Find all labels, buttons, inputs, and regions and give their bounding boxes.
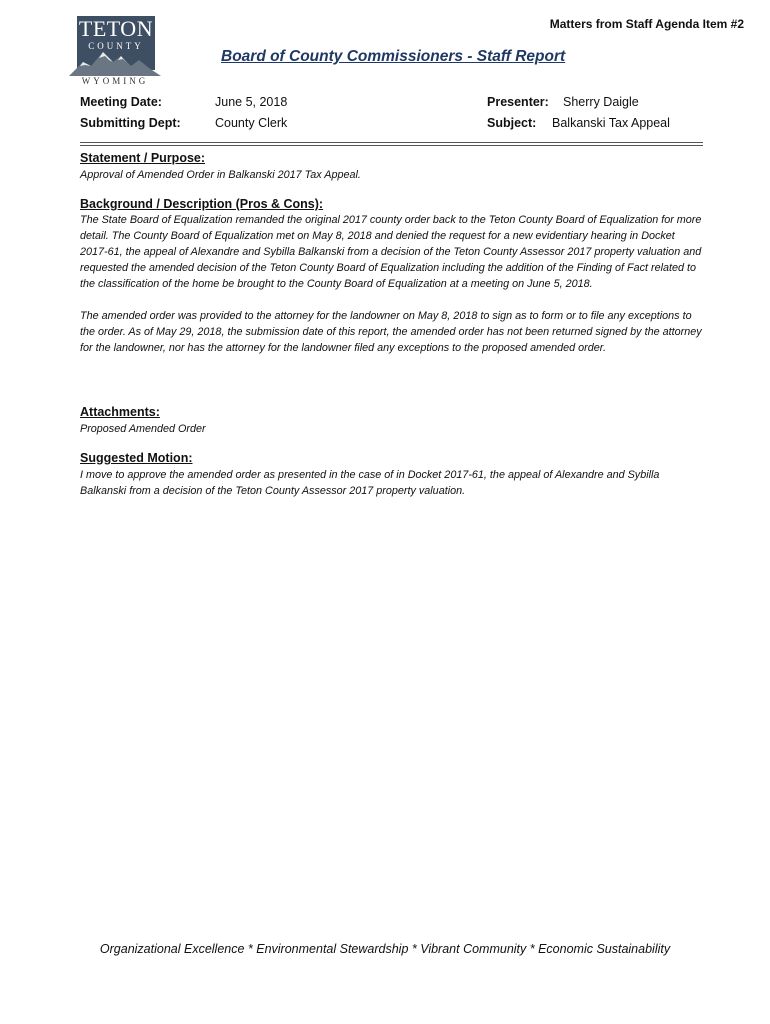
header-divider-bottom — [80, 145, 703, 146]
report-title: Board of County Commissioners - Staff Report — [221, 48, 566, 65]
meeting-date-value: June 5, 2018 — [215, 95, 288, 109]
subject-label: Subject: — [487, 116, 537, 130]
submitting-dept-value: County Clerk — [215, 116, 288, 130]
logo-text-teton: TETON — [78, 16, 154, 41]
submitting-dept-label: Submitting Dept: — [80, 116, 181, 130]
attachments-heading: Attachments: — [80, 405, 160, 419]
teton-county-logo — [69, 16, 161, 88]
background-heading: Background / Description (Pros & Cons): — [80, 197, 324, 211]
motion-heading: Suggested Motion: — [80, 451, 193, 465]
presenter-label: Presenter: — [487, 95, 549, 109]
subject-value: Balkanski Tax Appeal — [552, 116, 670, 130]
footer-tagline: Organizational Excellence * Environmental Stewardship * Vibrant Community * Economic Sustainability — [99, 942, 671, 956]
logo-text-wyoming: WYOMING — [81, 76, 149, 86]
meeting-date-label: Meeting Date: — [80, 95, 162, 109]
background-paragraph-1: The State Board of Equalization remanded the original 2017 county order back to the Teton County Board of Equalization for more detail. The County Board of Equalization met on May 8, 2018 and denied the request for a new evidentiary hearing in Docket 2017-61, the appeal of Alexandre and Sybilla Balkanski from a decision of the Teton County Assessor 2017 property valuation and requested the amended decision of the Teton County Board of Equalization including the addition of the Finding of Fact related to the classification of the home be brought to the County Board of Equalization at a meeting on June 5, 2018. — [80, 214, 702, 290]
motion-body: I move to approve the amended order as presented in the case of in Docket 2017-61, the appeal of Alexandre and Sybilla Balkanski from a decision of the Teton County Assessor 2017 property valuation. — [80, 469, 660, 497]
background-body — [80, 212, 702, 356]
header-divider-top — [80, 142, 703, 143]
statement-body: Approval of Amended Order in Balkanski 2017 Tax Appeal. — [80, 169, 361, 181]
mountain-icon — [69, 50, 161, 76]
background-paragraph-2: The amended order was provided to the attorney for the landowner on May 8, 2018 to sign as to form or to file any exceptions to the order. As of May 29, 2018, the submission date of this report, the amended order has not been returned signed by the attorney for the landowner, nor has the attorney for the landowner filed any exceptions to the proposed amended order. — [80, 310, 702, 354]
presenter-value: Sherry Daigle — [563, 95, 639, 109]
logo-text-county: COUNTY — [88, 41, 144, 51]
attachments-body: Proposed Amended Order — [80, 423, 206, 435]
agenda-item-label: Matters from Staff Agenda Item #2 — [549, 17, 744, 31]
statement-heading: Statement / Purpose: — [80, 151, 206, 165]
